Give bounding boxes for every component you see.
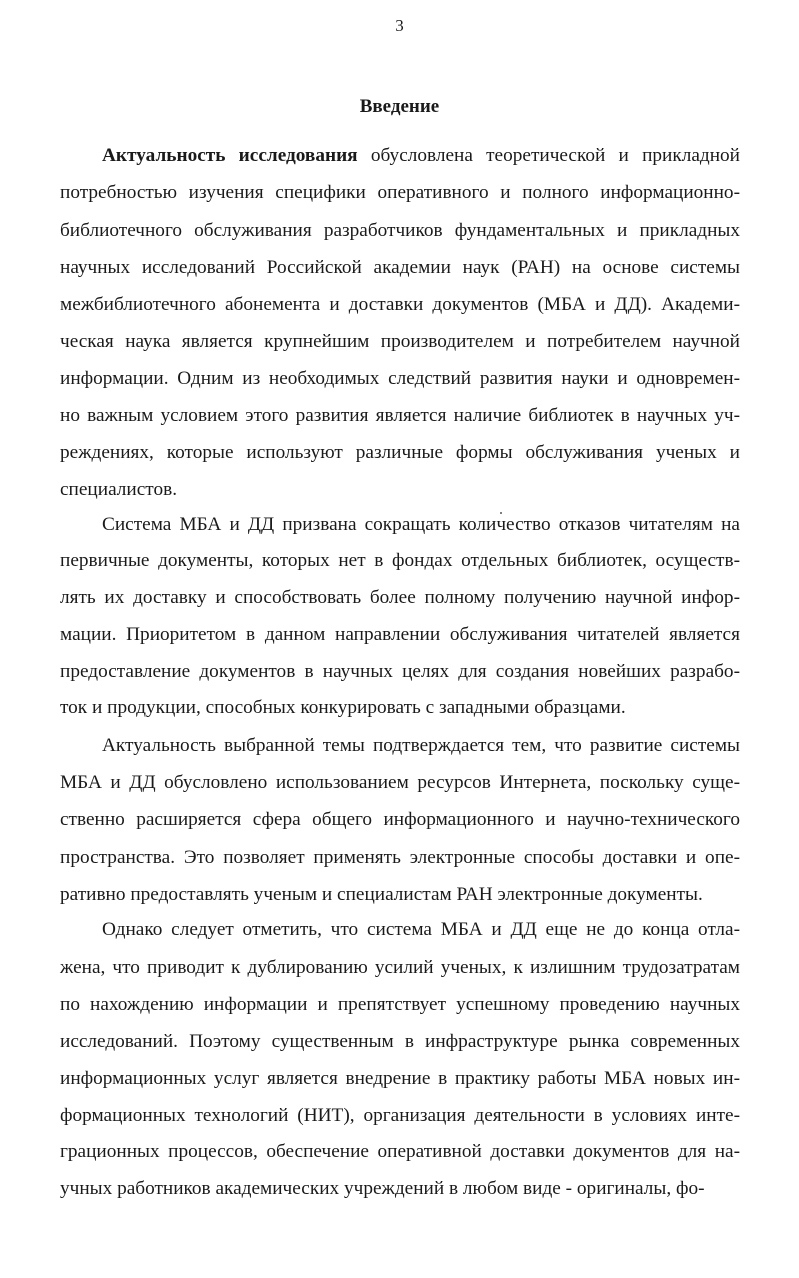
line-text: обусловлена теоретической и прикладной bbox=[357, 145, 740, 166]
text-line bbox=[0, 1174, 799, 1204]
line-text: библиотечного обслуживания разработчиков фундаментальных и прикладных bbox=[60, 220, 740, 241]
text-line bbox=[0, 253, 799, 283]
line-text: предоставление документов в научных целях для создания новейших разрабо- bbox=[60, 661, 740, 682]
text-line bbox=[0, 1064, 799, 1094]
line-text: ративно предоставлять ученым и специалистам РАН электронные документы. bbox=[60, 884, 703, 905]
line-text: формационных технологий (НИТ), организация деятельности в условиях инте- bbox=[60, 1105, 740, 1126]
line-text: ток и продукции, способных конкурировать с западными образцами. bbox=[60, 697, 626, 718]
text-line bbox=[0, 546, 799, 576]
text-line bbox=[0, 510, 799, 540]
line-text: Однако следует отметить, что система МБА и ДД еще не до конца отла- bbox=[102, 919, 740, 940]
text-line bbox=[0, 1027, 799, 1057]
text-line bbox=[0, 178, 799, 208]
text-line bbox=[0, 438, 799, 468]
text-line bbox=[0, 990, 799, 1020]
line-text: но важным условием этого развития является наличие библиотек в научных уч- bbox=[60, 405, 740, 426]
line-text: информации. Одним из необходимых следствий развития науки и одновремен- bbox=[60, 368, 740, 389]
text-line bbox=[0, 915, 799, 945]
line-text: межбиблиотечного абонемента и доставки документов (МБА и ДД). Академи- bbox=[60, 294, 740, 315]
line-text: Система МБА и ДД призвана сокращать количество отказов читателям на bbox=[102, 514, 740, 535]
line-text: потребностью изучения специфики оперативного и полного информационно- bbox=[60, 182, 740, 203]
lead-bold-phrase: Актуальность исследования bbox=[102, 145, 358, 166]
line-text: пространства. Это позволяет применять электронные способы доставки и опе- bbox=[60, 847, 740, 868]
line-text: информационных услуг является внедрение в практику работы МБА новых ин- bbox=[60, 1068, 740, 1089]
line-text: специалистов. bbox=[60, 479, 178, 500]
line-text: ственно расширяется сфера общего информационного и научно-технического bbox=[60, 809, 740, 830]
text-line bbox=[0, 693, 799, 723]
text-line bbox=[0, 620, 799, 650]
line-text: лять их доставку и способствовать более полному получению научной инфор- bbox=[60, 587, 740, 608]
line-text: исследований. Поэтому существенным в инфраструктуре рынка современных bbox=[60, 1031, 740, 1052]
line-text: учных работников академических учреждений в любом виде - оригиналы, фо- bbox=[60, 1178, 705, 1199]
line-text: реждениях, которые используют различные формы обслуживания ученых и bbox=[60, 442, 740, 463]
line-text: первичные документы, которых нет в фондах отдельных библиотек, осуществ- bbox=[60, 550, 740, 571]
text-line bbox=[0, 805, 799, 835]
text-line bbox=[0, 880, 799, 910]
line-text: грационных процессов, обеспечение оперативной доставки документов для на- bbox=[60, 1141, 740, 1162]
text-line bbox=[0, 216, 799, 246]
line-text: Актуальность выбранной темы подтверждается тем, что развитие системы bbox=[102, 735, 740, 756]
text-line bbox=[0, 768, 799, 798]
text-line bbox=[0, 1137, 799, 1167]
line-text: жена, что приводит к дублированию усилий ученых, к излишним трудозатратам bbox=[60, 957, 740, 978]
page-number: 3 bbox=[395, 16, 404, 35]
text-line bbox=[0, 290, 799, 320]
line-text: научных исследований Российской академии наук (РАН) на основе системы bbox=[60, 257, 740, 278]
text-line bbox=[0, 364, 799, 394]
text-line bbox=[0, 141, 799, 171]
line-text: по нахождению информации и препятствует успешному проведению научных bbox=[60, 994, 740, 1015]
text-line bbox=[0, 583, 799, 613]
text-line bbox=[0, 843, 799, 873]
line-text: МБА и ДД обусловлено использованием ресурсов Интернета, поскольку суще- bbox=[60, 772, 740, 793]
section-heading: Введение bbox=[359, 96, 440, 117]
text-line bbox=[0, 327, 799, 357]
line-text: ческая наука является крупнейшим производителем и потребителем научной bbox=[60, 331, 740, 352]
text-line bbox=[0, 475, 799, 505]
line-text: мации. Приоритетом в данном направлении обслуживания читателей является bbox=[60, 624, 740, 645]
text-line bbox=[0, 657, 799, 687]
text-line bbox=[0, 953, 799, 983]
text-line bbox=[0, 1101, 799, 1131]
text-line bbox=[0, 731, 799, 761]
text-line bbox=[0, 401, 799, 431]
scan-speck bbox=[500, 512, 502, 514]
